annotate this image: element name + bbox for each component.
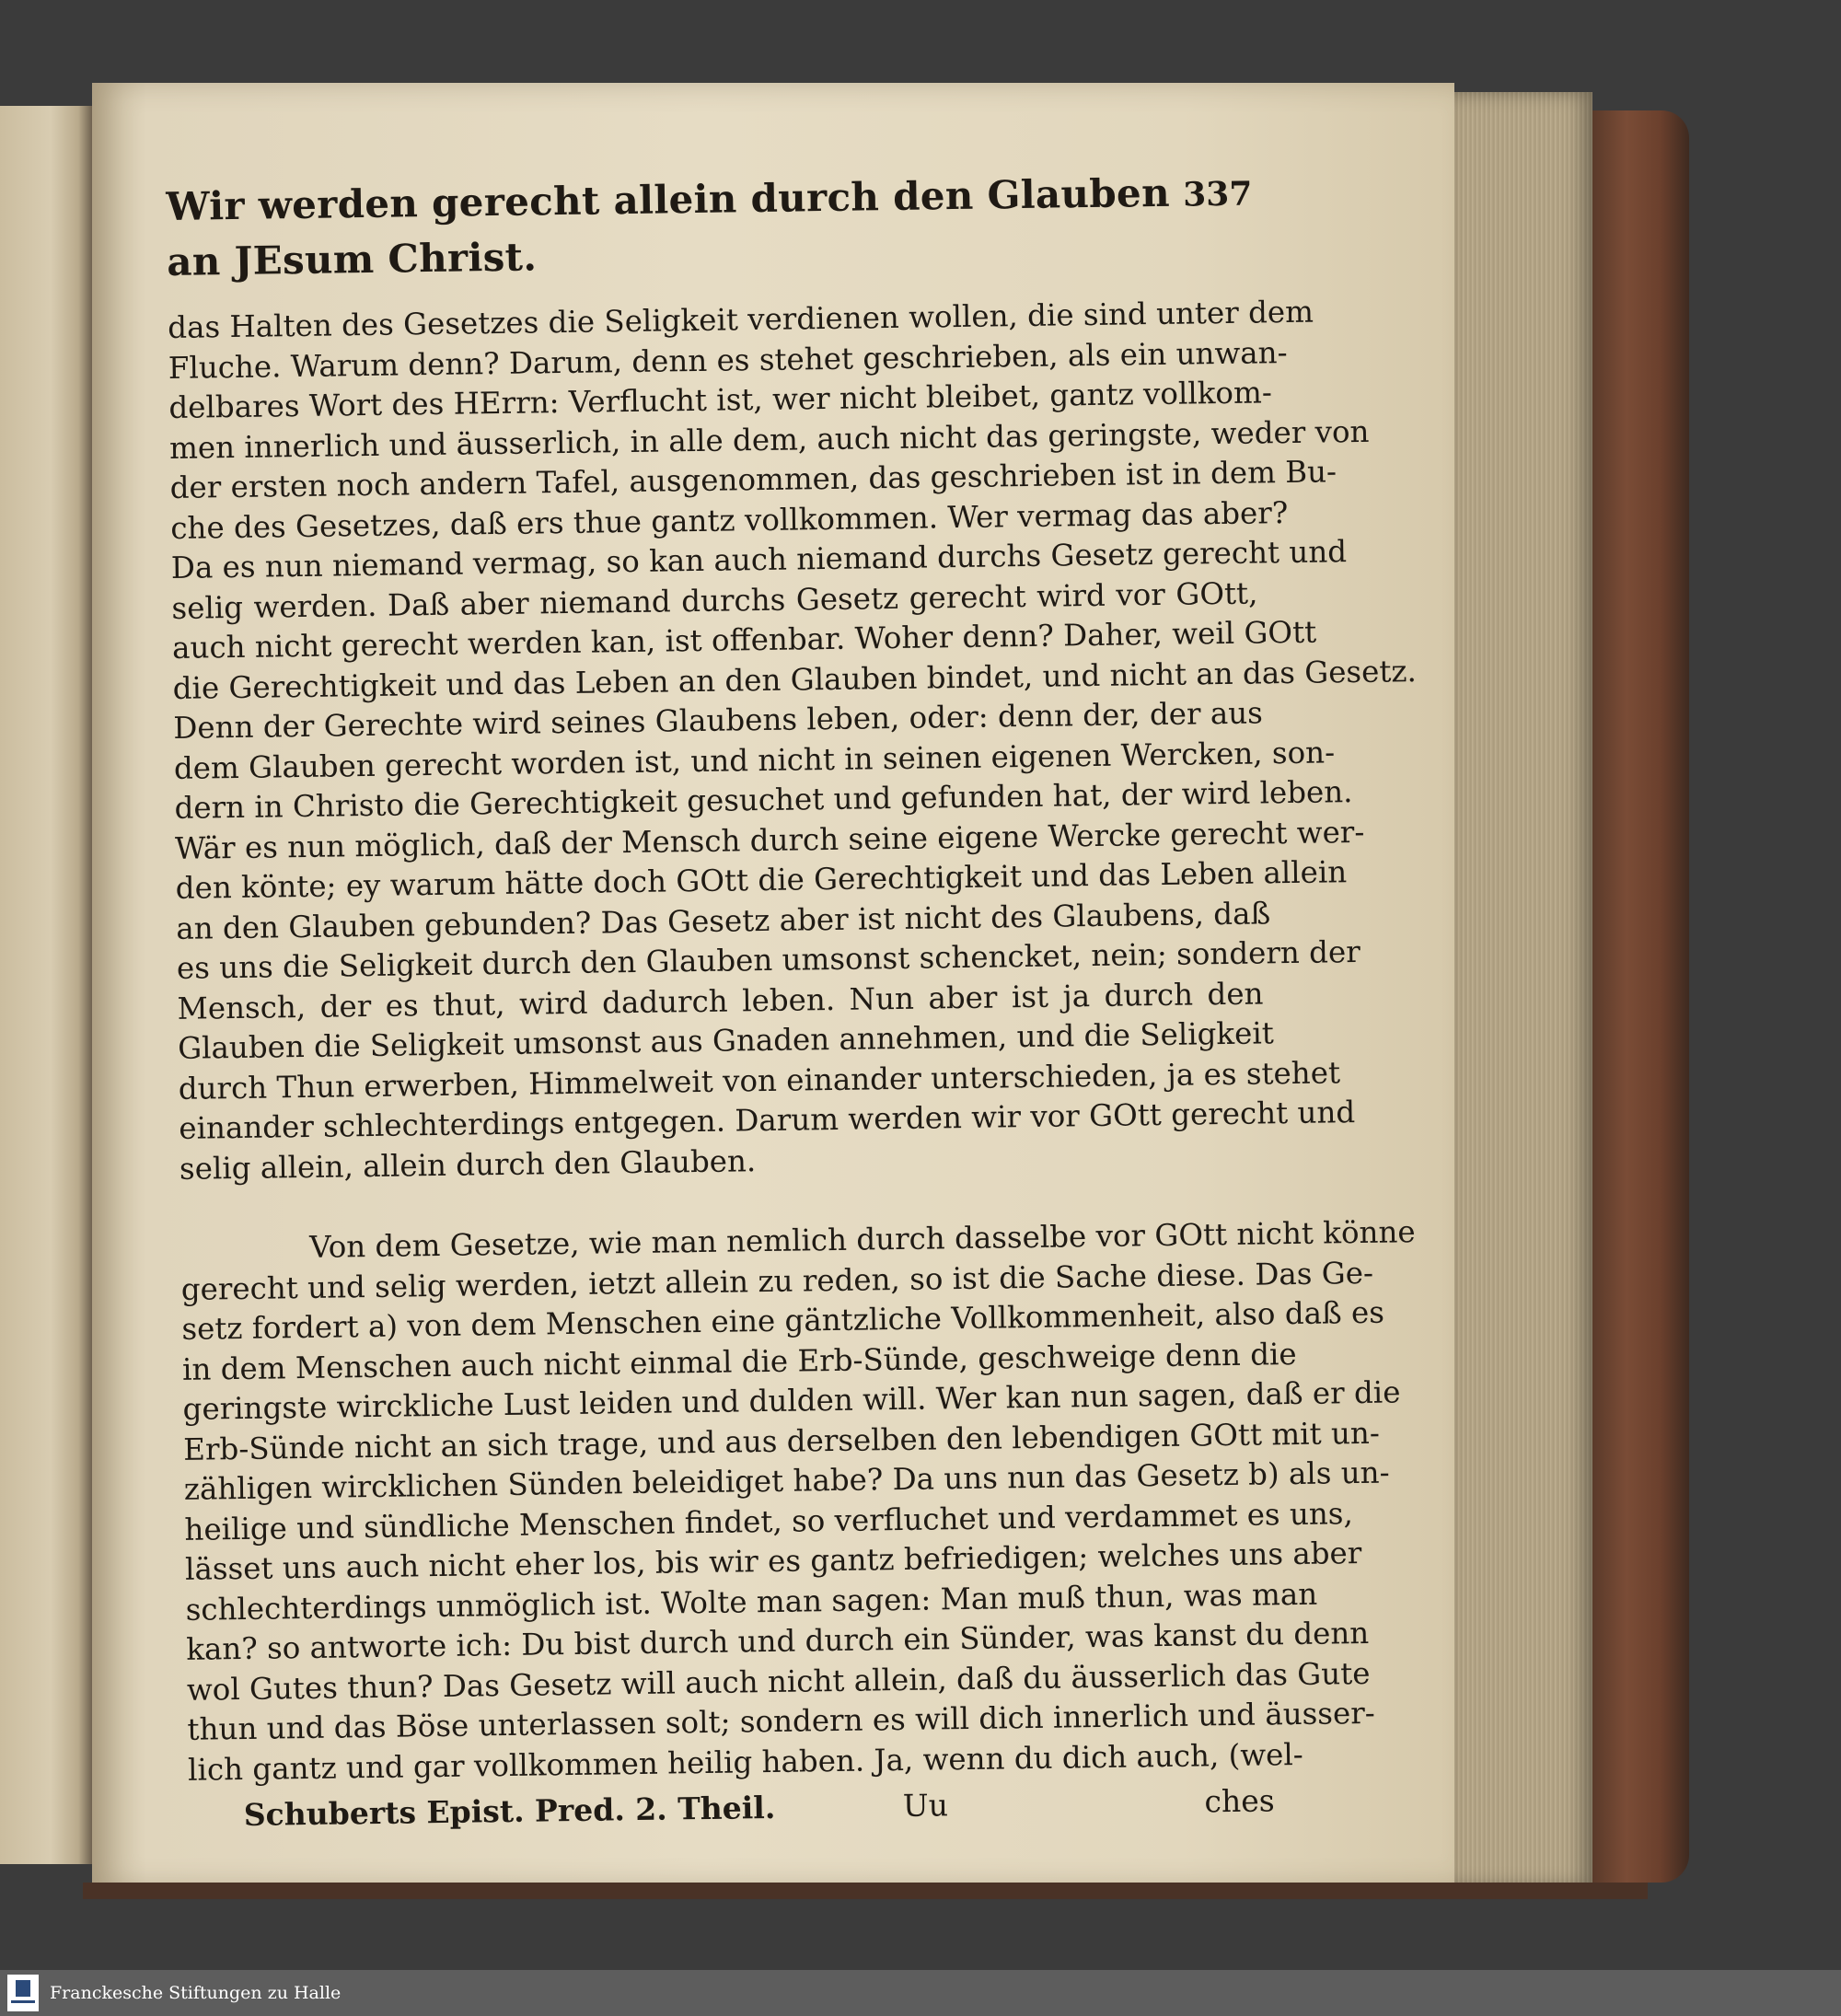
text-line: gerecht und selig werden, ietzt allein zu reden, so ist die Sache diese. Das Ge-	[180, 1255, 1374, 1307]
institution-label: Franckesche Stiftungen zu Halle	[50, 1983, 342, 2003]
text-line: Da es nun niemand vermag, so kan auch niemand durchs Gesetz gerecht und	[170, 534, 1348, 585]
text-line: Fluche. Warum denn? Darum, denn es stehet geschrieben, als ein unwan-	[168, 334, 1288, 386]
footer-catchword: ches	[1204, 1782, 1275, 1820]
text-line: an den Glauben gebunden? Das Gesetz aber ist nicht des Glaubens, daß	[176, 895, 1271, 946]
text-line: Denn der Gerechte wird seines Glaubens leben, oder: denn der, der aus	[173, 695, 1264, 746]
institution-logo-icon	[7, 1975, 39, 2011]
text-line: auch nicht gerecht werden kan, ist offenbar. Woher denn? Daher, weil GOtt	[171, 614, 1317, 666]
text-line: delbares Wort des HErrn: Verflucht ist, wer nicht bleibet, gantz vollkom-	[168, 375, 1273, 425]
text-line: durch Thun erwerben, Himmelweit von einander unterschieden, ja es stehet	[178, 1054, 1341, 1106]
paragraph-2	[180, 1214, 1416, 1790]
text-line: den könte; ey warum hätte doch GOtt die Gerechtigkeit und das Leben allein	[175, 854, 1348, 906]
running-header	[166, 165, 1254, 290]
text-line: Erb-Sünde nicht an sich trage, und aus derselben den lebendigen GOtt mit un-	[182, 1415, 1381, 1467]
text-line: Mensch, der es thut, wird dadurch leben. Nun aber ist ja durch den	[177, 975, 1264, 1026]
text-line: zähligen wircklichen Sünden beleidiget habe? Da uns nun das Gesetz b) als un-	[183, 1454, 1390, 1507]
page-number: 337	[1182, 174, 1253, 214]
running-title: Wir werden gerecht allein durch den Glauben an JEsum Christ.	[166, 169, 1171, 284]
text-line: lässet uns auch nicht eher los, bis wir es gantz befriedigen; welches uns aber	[184, 1535, 1362, 1587]
text-line: wol Gutes thun? Das Gesetz will auch nicht allein, daß du äusserlich das Gute	[186, 1655, 1371, 1708]
text-line: lich gantz und gar vollkommen heilig haben. Ja, wenn du dich auch, (wel-	[187, 1736, 1303, 1788]
text-line: Glauben die Seligkeit umsonst aus Gnaden annehmen, und die Seligkeit	[177, 1015, 1275, 1066]
footer-book-title: Schuberts Epist. Pred. 2. Theil.	[243, 1789, 776, 1833]
text-line: men innerlich und äusserlich, in alle dem, auch nicht das geringste, weder von	[168, 413, 1370, 466]
text-line: selig werden. Daß aber niemand durchs Gesetz gerecht wird vor GOtt,	[171, 574, 1258, 626]
text-line: dern in Christo die Gerechtigkeit gesuchet und gefunden hat, der wird leben.	[174, 774, 1353, 826]
viewer-bottom-bar	[0, 1970, 1841, 2016]
text-line: in dem Menschen auch nicht einmal die Erb-Sünde, geschweige denn die	[181, 1336, 1297, 1387]
text-line: einander schlechterdings entgegen. Darum werden wir vor GOtt gerecht und	[179, 1095, 1356, 1146]
text-line: kan? so antworte ich: Du bist durch und durch ein Sünder, was kanst du denn	[186, 1615, 1370, 1667]
text-line: schlechterdings unmöglich ist. Wolte man sagen: Man muß thun, was man	[185, 1576, 1318, 1628]
text-line: Von dem Gesetze, wie man nemlich durch dasselbe vor GOtt nicht könne	[308, 1214, 1416, 1265]
text-line: heilige und sündliche Menschen findet, so verfluchet und verdammet es uns,	[184, 1495, 1354, 1547]
cover-bottom-edge	[83, 1883, 1648, 1899]
text-line: setz fordert a) von dem Menschen eine gäntzliche Vollkommenheit, also daß es	[181, 1294, 1385, 1347]
paragraph-1	[167, 294, 1418, 1189]
page-block-edge	[1454, 92, 1592, 1887]
text-line: dem Glauben gerecht worden ist, und nicht in seinen eigenen Wercken, son-	[173, 734, 1336, 786]
text-line: das Halten des Gesetzes die Seligkeit verdienen wollen, die sind unter dem	[167, 294, 1314, 345]
text-line: che des Gesetzes, daß ers thue gantz vollkommen. Wer vermag das aber?	[170, 494, 1289, 546]
text-line: der ersten noch andern Tafel, ausgenommen, das geschrieben ist in dem Bu-	[169, 454, 1337, 505]
text-line: geringste wirckliche Lust leiden und dulden will. Wer kan nun sagen, daß er die	[182, 1374, 1401, 1427]
page-text	[166, 165, 1418, 1836]
text-line: es uns die Seligkeit durch den Glauben umsonst schencket, nein; sondern der	[176, 933, 1360, 986]
text-line: selig allein, allein durch den Glauben.	[179, 1142, 757, 1187]
left-page-edge	[0, 106, 92, 1864]
text-line: Wär es nun möglich, daß der Mensch durch seine eigene Wercke gerecht wer-	[174, 814, 1365, 866]
footer-signature: Uu	[902, 1787, 949, 1824]
text-line: thun und das Böse unterlassen solt; sondern es will dich innerlich und äusser-	[187, 1695, 1375, 1747]
leather-cover	[1592, 110, 1689, 1883]
text-line: die Gerechtigkeit und das Leben an den Glauben bindet, und nicht an das Gesetz.	[172, 653, 1418, 706]
